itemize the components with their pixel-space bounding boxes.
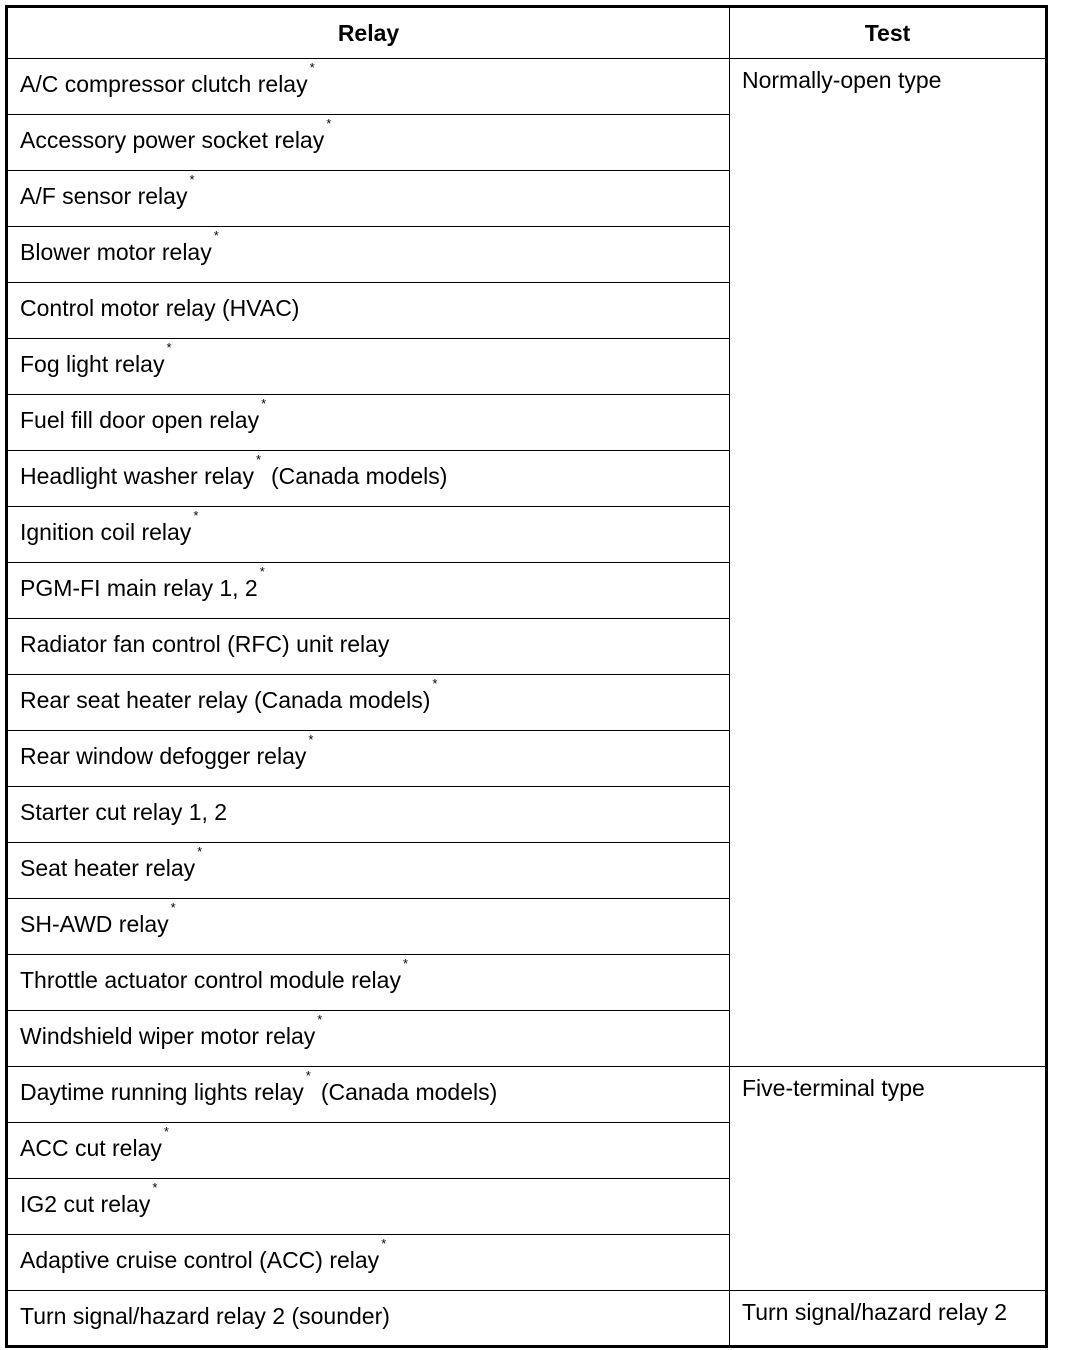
- footnote-marker: *: [197, 844, 203, 859]
- footnote-marker: *: [189, 172, 195, 187]
- relay-cell: [7, 1067, 730, 1123]
- relay-cell: [7, 115, 730, 171]
- footnote-marker: *: [213, 228, 219, 243]
- relay-name: Accessory power socket relay: [20, 127, 325, 153]
- relay-name: A/F sensor relay: [20, 183, 188, 209]
- relay-column-header: Relay: [7, 7, 730, 59]
- relay-cell: [7, 507, 730, 563]
- relay-name: Rear seat heater relay (Canada models): [20, 687, 431, 713]
- relay-name: Ignition coil relay: [20, 519, 192, 545]
- relay-name: Turn signal/hazard relay 2 (sounder): [20, 1303, 390, 1329]
- relay-cell: [7, 1123, 730, 1179]
- relay-cell: [7, 843, 730, 899]
- relay-cell: [7, 339, 730, 395]
- footnote-marker: *: [170, 900, 176, 915]
- relay-name: Control motor relay (HVAC): [20, 295, 300, 321]
- relay-cell: [7, 1011, 730, 1067]
- relay-name: IG2 cut relay: [20, 1191, 151, 1217]
- table-header-row: [7, 7, 1047, 59]
- table-row: [7, 1067, 1047, 1123]
- relay-name: Adaptive cruise control (ACC) relay: [20, 1247, 380, 1273]
- relay-name: Blower motor relay: [20, 239, 212, 265]
- relay-cell: [7, 675, 730, 731]
- relay-name: Headlight washer relay: [20, 463, 254, 489]
- footnote-marker: *: [381, 1236, 387, 1251]
- relay-cell: [7, 227, 730, 283]
- test-type-cell: Five-terminal type: [730, 1067, 1047, 1291]
- test-type-cell: Turn signal/hazard relay 2: [730, 1291, 1047, 1347]
- relay-cell: [7, 955, 730, 1011]
- relay-name: Starter cut relay 1, 2: [20, 799, 228, 825]
- table-row: [7, 1291, 1047, 1347]
- footnote-marker: *: [326, 116, 332, 131]
- relay-name: Rear window defogger relay: [20, 743, 307, 769]
- relay-name: ACC cut relay: [20, 1135, 162, 1161]
- relay-test-table: [5, 5, 1048, 1348]
- footnote-marker: *: [432, 676, 438, 691]
- relay-name: Fog light relay: [20, 351, 165, 377]
- footnote-marker: *: [305, 1068, 311, 1083]
- relay-cell: [7, 787, 730, 843]
- relay-cell: [7, 171, 730, 227]
- relay-suffix: (Canada models): [271, 463, 448, 489]
- relay-name: SH-AWD relay: [20, 911, 169, 937]
- relay-cell: [7, 1235, 730, 1291]
- relay-cell: [7, 619, 730, 675]
- relay-name: Seat heater relay: [20, 855, 196, 881]
- relay-cell: [7, 451, 730, 507]
- relay-name: Windshield wiper motor relay: [20, 1023, 316, 1049]
- footnote-marker: *: [309, 60, 315, 75]
- relay-cell: [7, 563, 730, 619]
- test-column-header: Test: [730, 7, 1047, 59]
- footnote-marker: *: [163, 1124, 169, 1139]
- relay-cell: [7, 899, 730, 955]
- relay-cell: [7, 1179, 730, 1235]
- footnote-marker: *: [193, 508, 199, 523]
- footnote-marker: *: [261, 396, 267, 411]
- footnote-marker: *: [402, 956, 409, 971]
- footnote-marker: *: [255, 452, 262, 467]
- footnote-marker: *: [152, 1180, 158, 1195]
- table-row: [7, 59, 1047, 115]
- relay-name: Radiator fan control (RFC) unit relay: [20, 631, 390, 657]
- relay-cell: [7, 395, 730, 451]
- footnote-marker: *: [166, 340, 172, 355]
- relay-cell: [7, 731, 730, 787]
- table-body: [7, 59, 1047, 1347]
- relay-cell: [7, 59, 730, 115]
- footnote-marker: *: [308, 732, 314, 747]
- relay-name: Fuel fill door open relay: [20, 407, 260, 433]
- footnote-marker: *: [259, 564, 265, 579]
- relay-suffix: (Canada models): [320, 1079, 498, 1105]
- relay-name: Daytime running lights relay: [20, 1079, 304, 1105]
- relay-name: A/C compressor clutch relay: [20, 71, 308, 97]
- relay-cell: [7, 283, 730, 339]
- footnote-marker: *: [317, 1012, 323, 1027]
- relay-name: PGM-FI main relay 1, 2: [20, 575, 258, 601]
- relay-cell: [7, 1291, 730, 1347]
- test-type-cell: Normally-open type: [730, 59, 1047, 1067]
- relay-name: Throttle actuator control module relay: [20, 967, 401, 993]
